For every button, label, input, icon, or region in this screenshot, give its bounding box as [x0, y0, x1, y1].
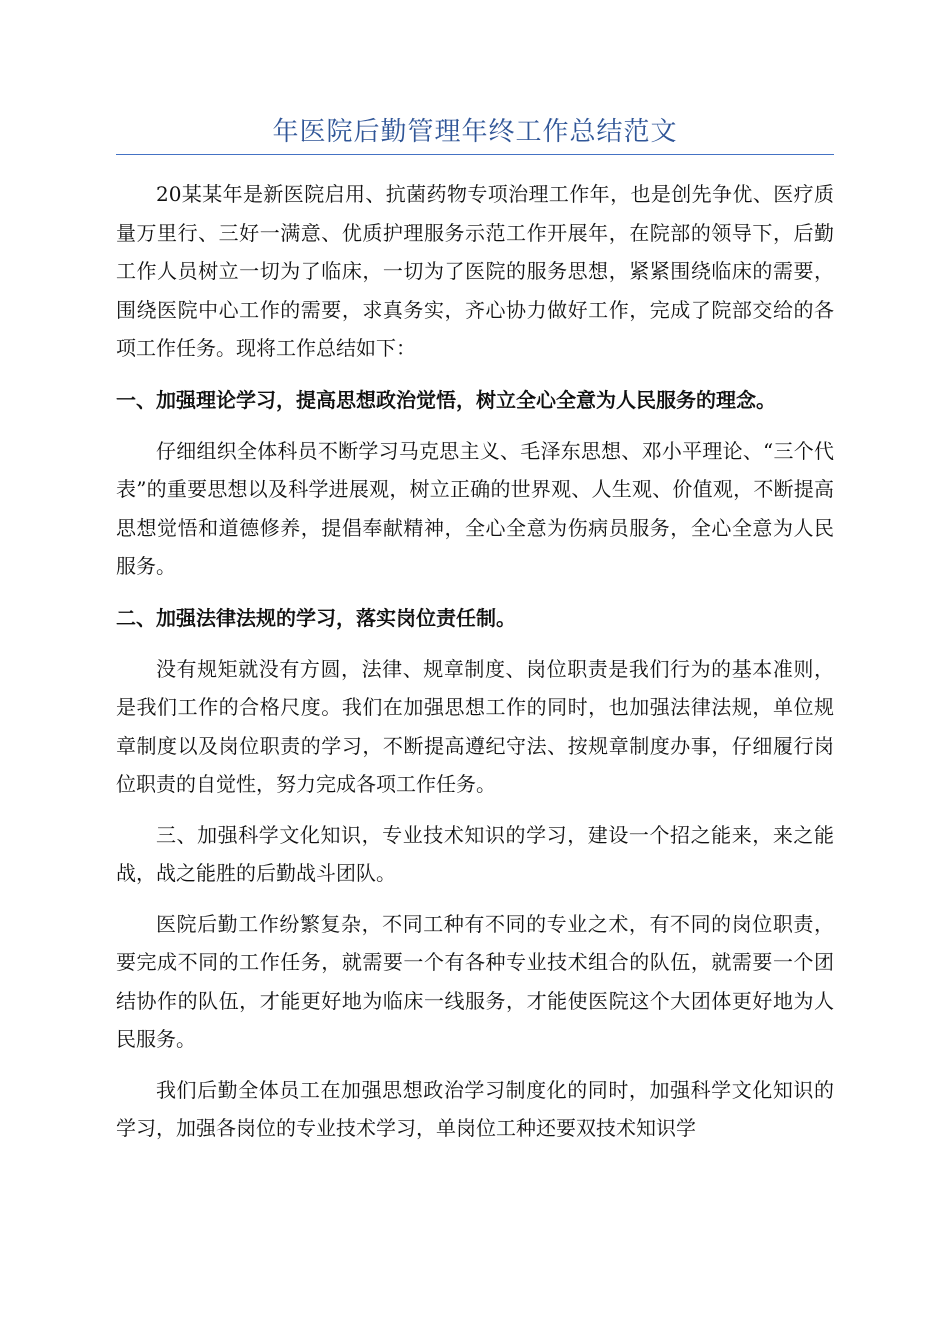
section-3-lead-paragraph: 三、加强科学文化知识，专业技术知识的学习，建设一个招之能来，来之能战，战之能胜的后勤战斗团队。: [116, 822, 834, 885]
section-heading-1: 一、加强理论学习，提高思想政治觉悟，树立全心全意为人民服务的理念。: [116, 387, 776, 412]
intro-paragraph: 20某某年是新医院启用、抗菌药物专项治理工作年，也是创先争优、医疗质量万里行、三好一满意、优质护理服务示范工作开展年，在院部的领导下，后勤工作人员树立一切为了临床，一切为了医院的服务思想，紧紧围绕临床的需要，围绕医院中心工作的需要，求真务实，齐心协力做好工作，完成了院部交给的各项工作任务。现将工作总结如下：: [116, 182, 834, 360]
section-2-paragraph: 没有规矩就没有方圆，法律、规章制度、岗位职责是我们行为的基本准则，是我们工作的合格尺度。我们在加强思想工作的同时，也加强法律法规，单位规章制度以及岗位职责的学习，不断提高遵纪守法、按规章制度办事，仔细履行岗位职责的自觉性，努力完成各项工作任务。: [116, 656, 834, 796]
section-3-paragraph-2: 我们后勤全体员工在加强思想政治学习制度化的同时，加强科学文化知识的学习，加强各岗位的专业技术学习，单岗位工种还要双技术知识学: [116, 1077, 834, 1140]
section-heading-2: 二、加强法律法规的学习，落实岗位责任制。: [116, 605, 516, 630]
section-3-paragraph-1: 医院后勤工作纷繁复杂，不同工种有不同的专业之术，有不同的岗位职责，要完成不同的工作任务，就需要一个有各种专业技术组合的队伍，就需要一个团结协作的队伍，才能更好地为临床一线服务，才能使医院这个大团体更好地为人民服务。: [116, 911, 834, 1051]
section-1-paragraph: 仔细组织全体科员不断学习马克思主义、毛泽东思想、邓小平理论、“三个代表”的重要思想以及科学进展观，树立正确的世界观、人生观、价值观，不断提高思想觉悟和道德修养，提倡奉献精神，全心全意为伤病员服务，全心全意为人民服务。: [116, 438, 834, 578]
document-body: [116, 175, 834, 1160]
document-title: 年医院后勤管理年终工作总结范文: [272, 117, 678, 147]
title-underline: [116, 154, 834, 155]
